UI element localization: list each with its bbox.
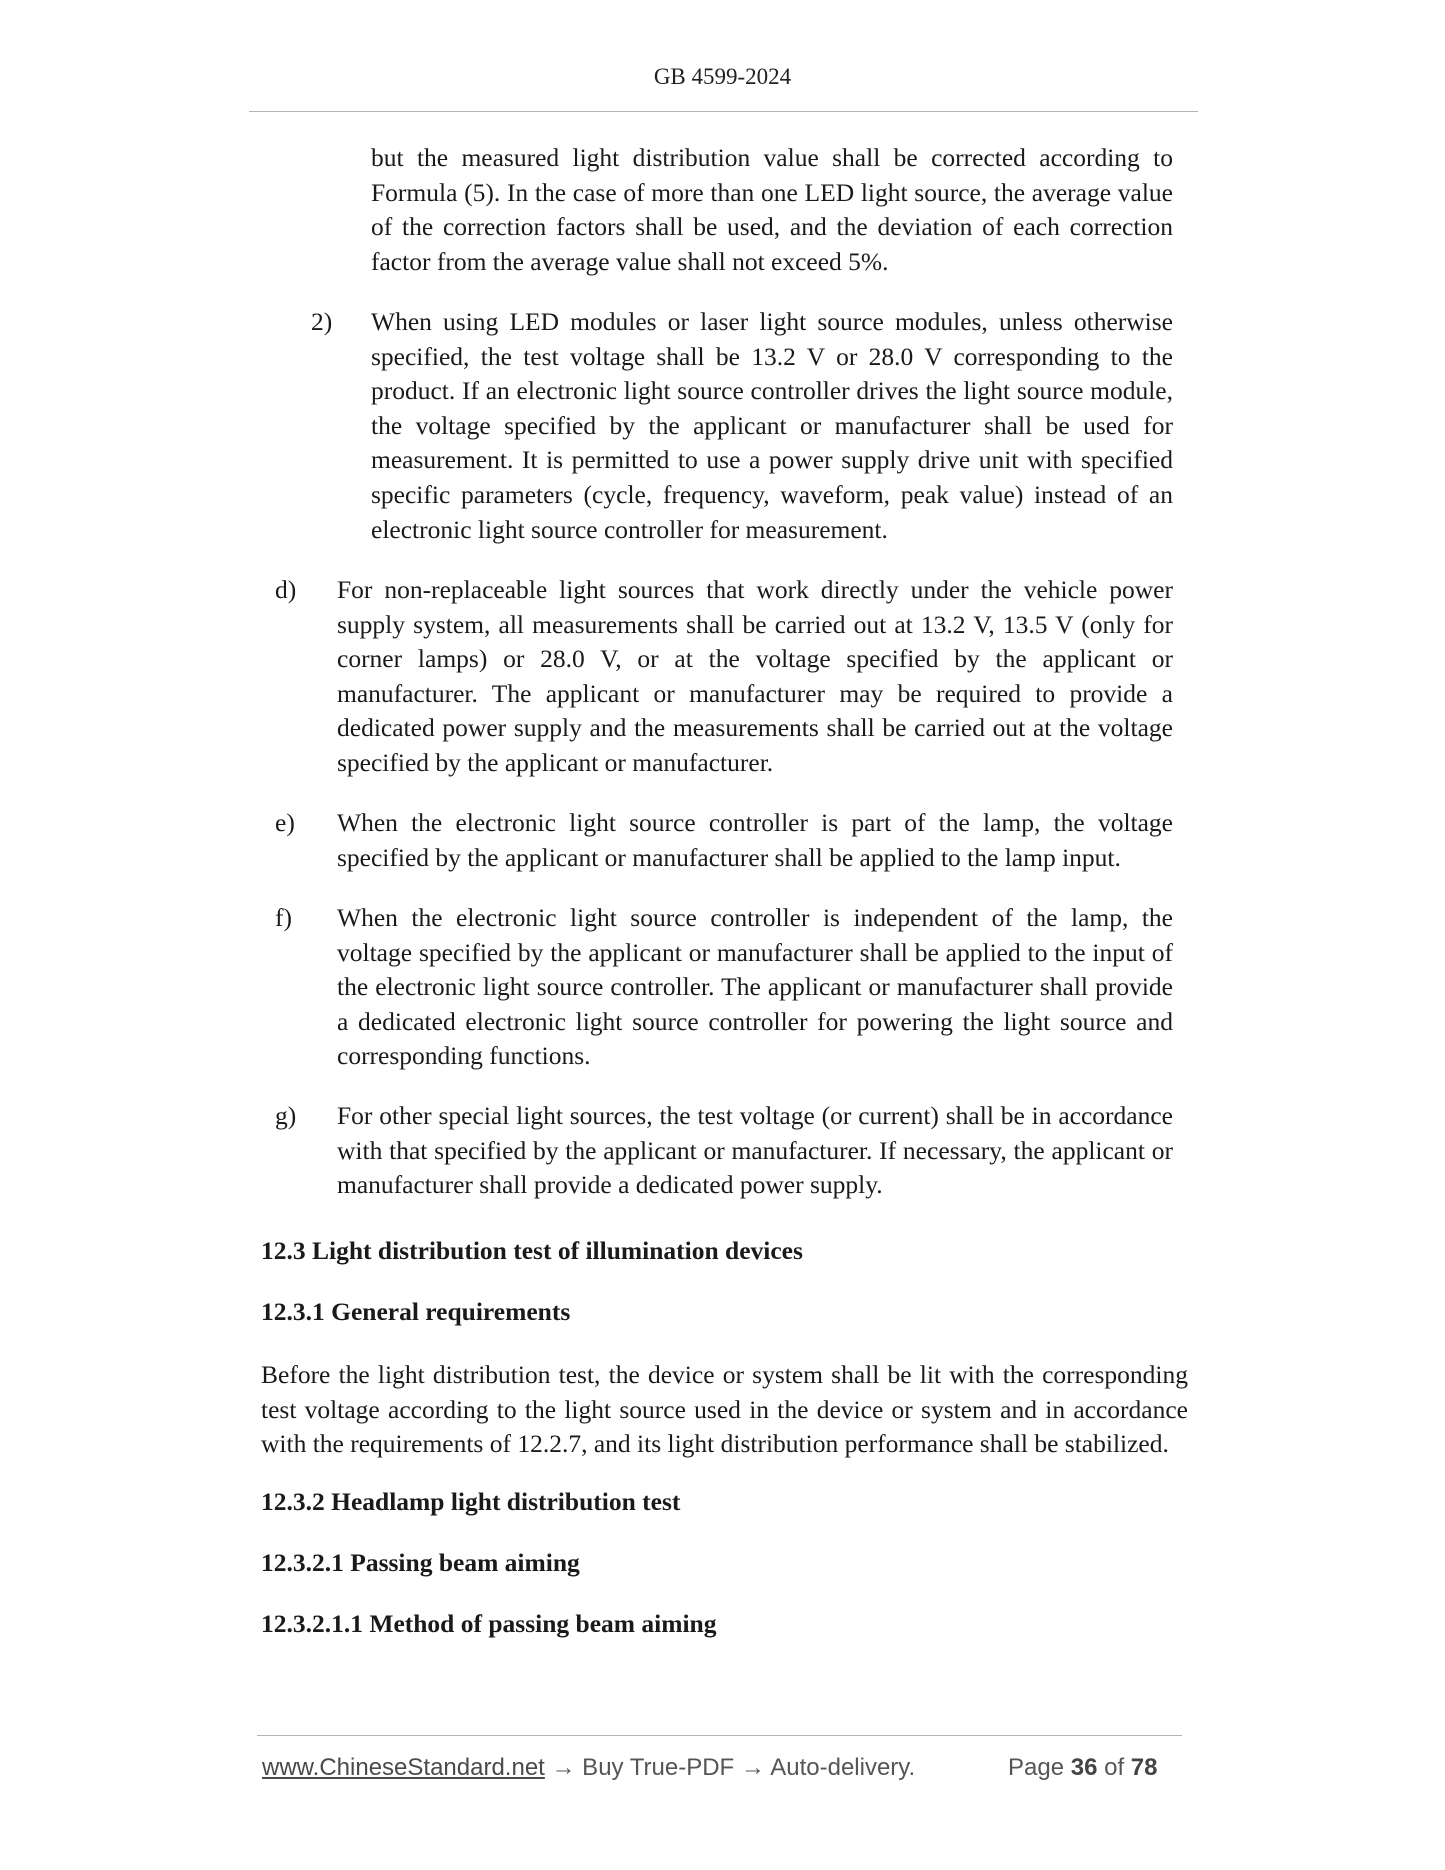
buy-text: → Buy True-PDF → Auto-delivery.: [544, 1754, 916, 1781]
list-item-label: d): [275, 575, 297, 604]
section-heading-12-3-2: 12.3.2 Headlamp light distribution test: [261, 1487, 681, 1516]
page-header: [0, 64, 1445, 90]
total-pages: 78: [1130, 1754, 1158, 1781]
section-heading-12-3-2-1: 12.3.2.1 Passing beam aiming: [261, 1548, 580, 1577]
general-requirements-paragraph: Before the light distribution test, the device or system shall be lit with the corresponding test voltage according to the light source used in the device or system and in accordance with the requirements of 12.2.7, and its light distribution performance shall be stabilized.: [261, 1360, 1188, 1459]
list-item-text: For other special light sources, the test voltage (or current) shall be in accordance with that specified by the applicant or manufacturer. If necessary, the applicant or manufacturer shall provide a dedicated power supply.: [337, 1101, 1173, 1200]
list-item-label: f): [275, 903, 292, 932]
page-label: Page: [1008, 1754, 1065, 1781]
section-heading-12-3-1: 12.3.1 General requirements: [261, 1297, 571, 1326]
list-item-text: For non-replaceable light sources that work directly under the vehicle power supply system, all measurements shall be carried out at 13.2 V, 13.5 V (only for corner lamps) or 28.0 V, or at the voltage specified by the applicant or manufacturer. The applicant or manufacturer may be required to provide a dedicated power supply and the measurements shall be carried out at the voltage specified by the applicant or manufacturer.: [337, 575, 1173, 777]
list-item-g: [275, 1099, 1173, 1203]
continuation-paragraph: but the measured light distribution value shall be corrected according to Formula (5). In the case of more than one LED light source, the average value of the correction factors shall be used, and the deviation of each correction factor from the average value shall not exceed 5%.: [371, 143, 1173, 276]
standard-code: GB 4599-2024: [653, 64, 792, 89]
list-item-2: [311, 305, 1173, 547]
section-heading-12-3: 12.3 Light distribution test of illumination devices: [261, 1236, 803, 1265]
site-link[interactable]: www.ChineseStandard.net: [262, 1754, 545, 1781]
page-indicator: [1008, 1754, 1158, 1782]
list-item-text: When the electronic light source controller is independent of the lamp, the voltage specified by the applicant or manufacturer shall be applied to the input of the electronic light source controller. The applicant or manufacturer shall provide a dedicated electronic light source controller for powering the light source and corresponding functions.: [337, 903, 1173, 1071]
footer-promo: [262, 1754, 915, 1782]
list-item-label: e): [275, 808, 295, 837]
header-divider: [249, 111, 1198, 112]
list-item-d: [275, 573, 1173, 781]
of-label: of: [1104, 1754, 1125, 1781]
page-number: 36: [1070, 1754, 1098, 1781]
list-item-text: When using LED modules or laser light source modules, unless otherwise specified, the test voltage shall be 13.2 V or 28.0 V corresponding to the product. If an electronic light source controller drives the light source module, the voltage specified by the applicant or manufacturer shall be used for measurement. It is permitted to use a power supply drive unit with specified specific parameters (cycle, frequency, waveform, peak value) instead of an electronic light source controller for measurement.: [371, 307, 1173, 544]
footer-divider: [257, 1735, 1182, 1736]
list-item-e: [275, 806, 1173, 875]
list-item-f: [275, 901, 1173, 1074]
list-item-text: When the electronic light source controller is part of the lamp, the voltage specified by the applicant or manufacturer shall be applied to the lamp input.: [337, 808, 1173, 872]
list-item-label: g): [275, 1101, 297, 1130]
list-item-label: 2): [311, 307, 333, 336]
section-heading-12-3-2-1-1: 12.3.2.1.1 Method of passing beam aiming: [261, 1609, 717, 1638]
